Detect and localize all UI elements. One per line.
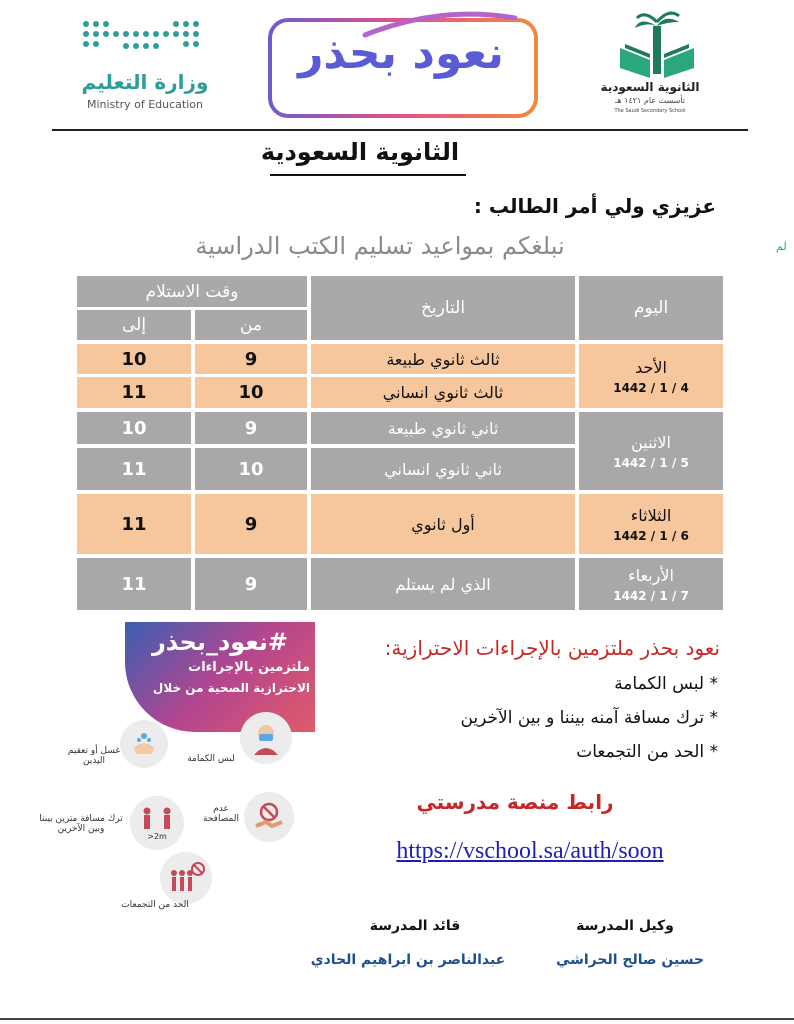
cropped-edge-text: لم bbox=[776, 240, 787, 253]
header-divider bbox=[52, 129, 748, 131]
to-cell: 10 bbox=[77, 412, 191, 444]
principal-name: عبدالناصر بن ابراهيم الحادي bbox=[310, 952, 506, 968]
schedule-table bbox=[77, 276, 723, 610]
grade-cell: الذي لم يستلم bbox=[311, 558, 575, 610]
gatherings-icon bbox=[160, 852, 212, 904]
page-bottom-line bbox=[0, 1018, 794, 1020]
grade-cell: ثاني ثانوي طبيعة bbox=[311, 412, 575, 444]
ministry-logo-dots bbox=[80, 18, 208, 58]
day-name: الأربعاء bbox=[628, 565, 674, 585]
gatherings-label: الحد من التجمعات bbox=[121, 900, 189, 910]
portal-link[interactable]: https://vschool.sa/auth/soon bbox=[396, 838, 664, 864]
poster-line-2: الاحترازية الصحية من خلال bbox=[152, 681, 310, 695]
deputy-role: وكيل المدرسة bbox=[576, 918, 674, 934]
school-title-underline bbox=[270, 174, 466, 176]
to-cell: 11 bbox=[77, 558, 191, 610]
day-cell bbox=[579, 412, 723, 490]
no-handshake-icon bbox=[244, 792, 294, 842]
day-cell bbox=[579, 344, 723, 408]
ministry-name-english: Ministry of Education bbox=[86, 98, 203, 111]
from-cell: 10 bbox=[195, 448, 307, 490]
deputy-name: حسين صالح الحراشي bbox=[555, 952, 705, 968]
to-cell: 11 bbox=[77, 494, 191, 554]
no-handshake-label: عدم المصافحة bbox=[203, 804, 239, 824]
header-receive-time: وقت الاستلام bbox=[77, 276, 307, 307]
day-date: 1442 / 1 / 5 bbox=[613, 455, 689, 470]
day-cell bbox=[579, 494, 723, 554]
grade-cell: أول ثانوي bbox=[311, 494, 575, 554]
day-cell bbox=[579, 558, 723, 610]
day-name: الأحد bbox=[635, 357, 667, 377]
precautions-title: نعود بحذر ملتزمين بالإجراءات الاحترازية: bbox=[384, 636, 720, 660]
portal-title: رابط منصة مدرستي bbox=[416, 790, 614, 814]
from-cell: 9 bbox=[195, 558, 307, 610]
school-logo-founded: تأسست عام ١٤٢١ هـ bbox=[615, 96, 685, 105]
header-from: من bbox=[195, 310, 307, 340]
grade-cell: ثالث ثانوي طبيعة bbox=[311, 344, 575, 374]
day-date: 1442 / 1 / 6 bbox=[613, 528, 689, 543]
mask-label: لبس الكمامة bbox=[187, 754, 235, 764]
precaution-item: * ترك مسافة آمنه بيننا و بين الآخرين bbox=[460, 708, 718, 728]
distance-badge: >2m bbox=[147, 832, 167, 841]
to-cell: 11 bbox=[77, 377, 191, 408]
announcement: نبلغكم بمواعيد تسليم الكتب الدراسية bbox=[195, 232, 565, 260]
from-cell: 9 bbox=[195, 494, 307, 554]
hand-wash-icon bbox=[120, 720, 168, 768]
distance-label: ترك مسافة مترين بيننا وبين الآخرين bbox=[39, 814, 123, 834]
poster-hashtag: #نعود_بحذر bbox=[151, 628, 289, 656]
grade-cell: ثالث ثانوي انساني bbox=[311, 377, 575, 408]
precaution-item: * لبس الكمامة bbox=[614, 674, 718, 694]
distance-icon bbox=[130, 796, 184, 850]
hand-wash-label: غسل أو تعقيم اليدين bbox=[67, 746, 121, 766]
day-name: الثلاثاء bbox=[630, 505, 672, 525]
day-date: 1442 / 1 / 7 bbox=[613, 588, 689, 603]
principal-role: قائد المدرسة bbox=[369, 918, 461, 934]
to-cell: 10 bbox=[77, 344, 191, 374]
school-logo-name: الثانوية السعودية bbox=[600, 80, 700, 94]
poster-line-1: ملتزمين بالإجراءات bbox=[188, 660, 310, 675]
ministry-name-arabic: وزارة التعليم bbox=[81, 70, 209, 94]
campaign-banner-text: نعود بحذر bbox=[298, 28, 504, 79]
to-cell: 11 bbox=[77, 448, 191, 490]
from-cell: 9 bbox=[195, 344, 307, 374]
school-logo-english: The Saudi Secondary School bbox=[614, 108, 686, 114]
header-day: اليوم bbox=[579, 276, 723, 340]
mask-icon bbox=[240, 712, 292, 764]
greeting: عزيزي ولي أمر الطالب : bbox=[473, 194, 716, 218]
header-date: التاريخ bbox=[311, 276, 575, 340]
school-title: الثانوية السعودية bbox=[260, 138, 460, 166]
from-cell: 9 bbox=[195, 412, 307, 444]
from-cell: 10 bbox=[195, 377, 307, 408]
day-name: الاثنين bbox=[631, 432, 671, 452]
day-date: 1442 / 1 / 4 bbox=[613, 380, 689, 395]
grade-cell: ثاني ثانوي انساني bbox=[311, 448, 575, 490]
precaution-item: * الحد من التجمعات bbox=[576, 742, 718, 762]
header-to: إلى bbox=[77, 310, 191, 340]
